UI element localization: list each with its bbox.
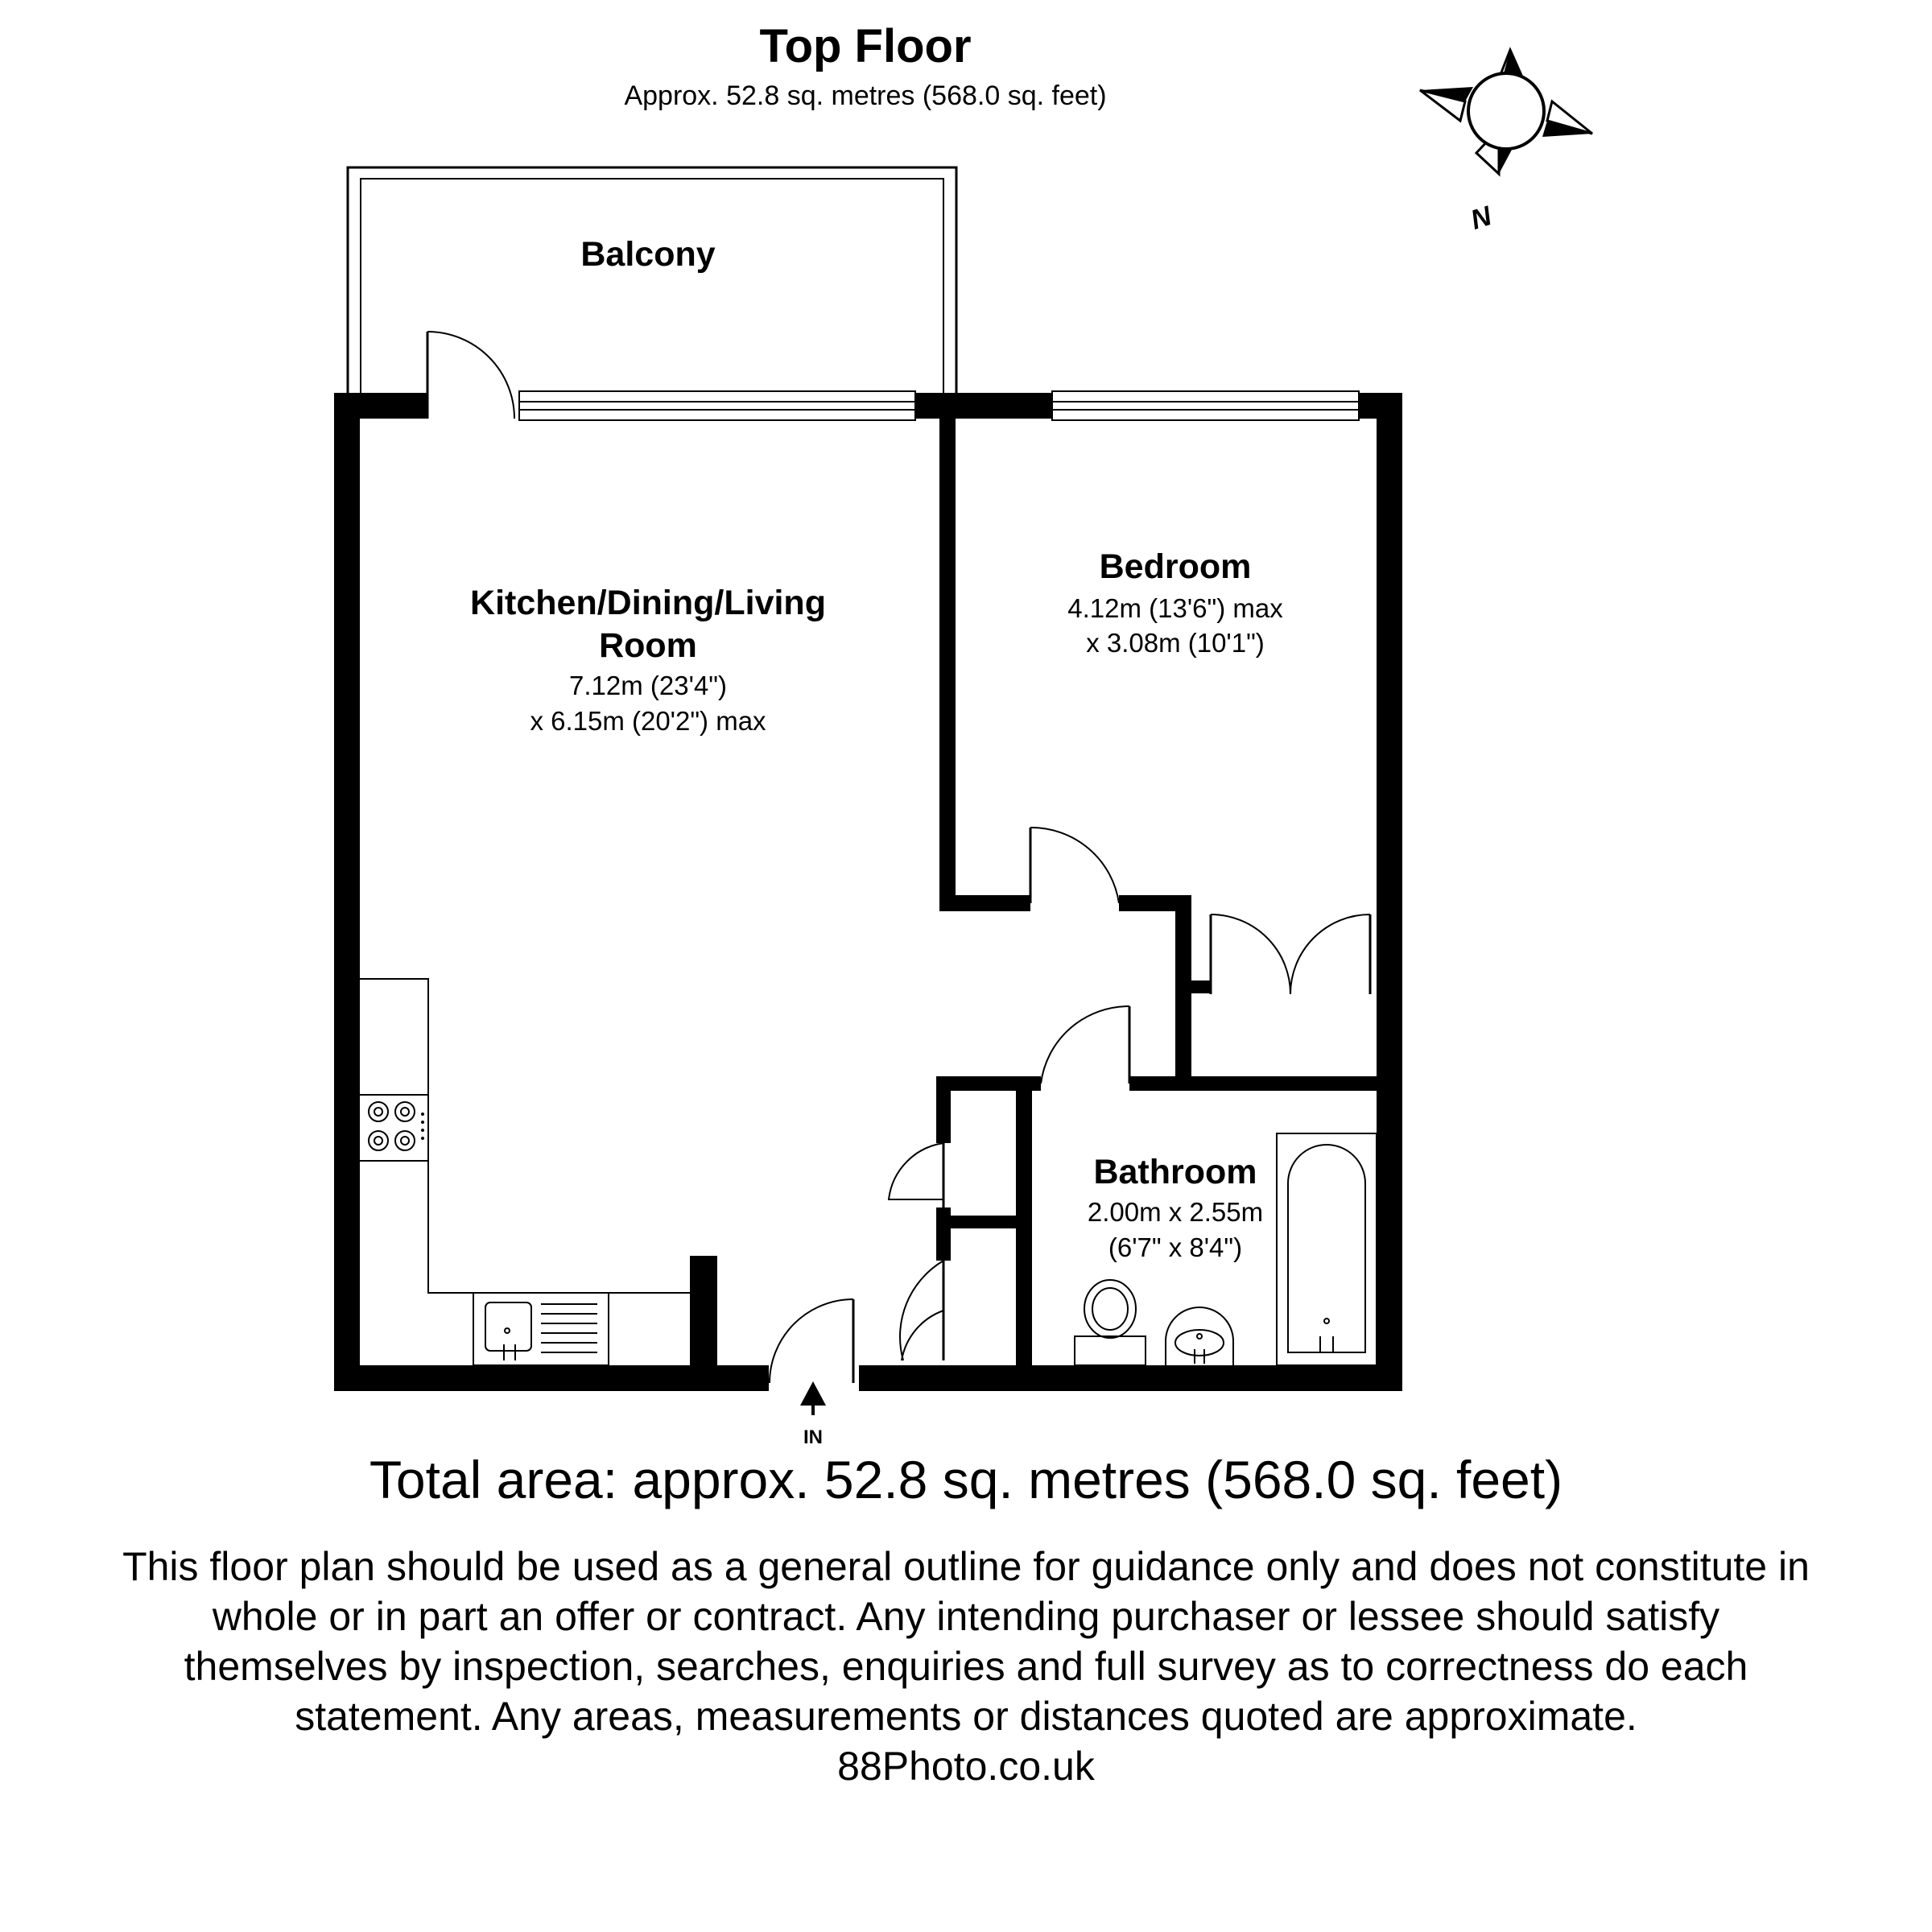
wardrobe-doors bbox=[1211, 914, 1370, 994]
cupboard-door-upper bbox=[889, 1143, 943, 1208]
entrance-door bbox=[770, 1299, 853, 1383]
kitchen-dimension-line2: x 6.15m (20'2") max bbox=[530, 706, 766, 736]
total-area: Total area: approx. 52.8 sq. metres (568.0 sq. feet) bbox=[369, 1450, 1563, 1509]
credit-link: 88Photo.co.uk bbox=[837, 1744, 1095, 1789]
bedroom-door bbox=[1030, 828, 1119, 903]
hob-icon bbox=[369, 1102, 424, 1150]
kitchen-label-line1: Kitchen/Dining/Living bbox=[470, 584, 826, 622]
bedroom-dimension-line2: x 3.08m (10'1") bbox=[1086, 628, 1265, 658]
compass-north-label: N bbox=[1467, 200, 1496, 236]
disclaimer bbox=[16, 1542, 1916, 1791]
disclaimer-line: statement. Any areas, measurements or distances quoted are approximate. bbox=[295, 1694, 1637, 1739]
disclaimer-line: themselves by inspection, searches, enquiries and full survey as to correctness do each bbox=[184, 1644, 1748, 1689]
toilet-icon bbox=[1075, 1280, 1146, 1365]
bedroom-label: Bedroom bbox=[1099, 547, 1252, 586]
sink-icon bbox=[473, 1293, 609, 1365]
disclaimer-line: This floor plan should be used as a general outline for guidance only and does not constitute in bbox=[122, 1544, 1810, 1589]
kitchen-label-line2: Room bbox=[599, 626, 697, 665]
bathroom-door bbox=[1041, 1006, 1129, 1084]
top-window-right bbox=[1052, 391, 1359, 420]
balcony-label: Balcony bbox=[580, 235, 716, 274]
top-window-left bbox=[519, 391, 915, 420]
plan-subtitle: Approx. 52.8 sq. metres (568.0 sq. feet) bbox=[624, 80, 1107, 111]
bathroom-dimension-line2: (6'7" x 8'4") bbox=[1108, 1232, 1243, 1262]
balcony-door bbox=[427, 332, 514, 419]
compass-rose-icon bbox=[1420, 50, 1592, 174]
cupboard-door-lower bbox=[900, 1261, 943, 1360]
kitchen-dimension-line1: 7.12m (23'4") bbox=[569, 671, 727, 700]
bathroom-dimension-line1: 2.00m x 2.55m bbox=[1087, 1197, 1264, 1227]
washbasin-icon bbox=[1166, 1307, 1233, 1365]
entrance-arrow-stem bbox=[811, 1404, 815, 1415]
disclaimer-line: whole or in part an offer or contract. Any intending purchaser or lessee should satisfy bbox=[212, 1594, 1720, 1639]
kitchen-counter bbox=[360, 979, 690, 1293]
entrance-label: IN bbox=[803, 1426, 823, 1448]
bathroom-label: Bathroom bbox=[1093, 1153, 1257, 1191]
plan-title: Top Floor bbox=[759, 20, 972, 72]
bedroom-dimension-line1: 4.12m (13'6") max bbox=[1067, 593, 1283, 623]
entrance-arrow-icon bbox=[800, 1381, 826, 1406]
balcony-outline bbox=[348, 167, 956, 394]
